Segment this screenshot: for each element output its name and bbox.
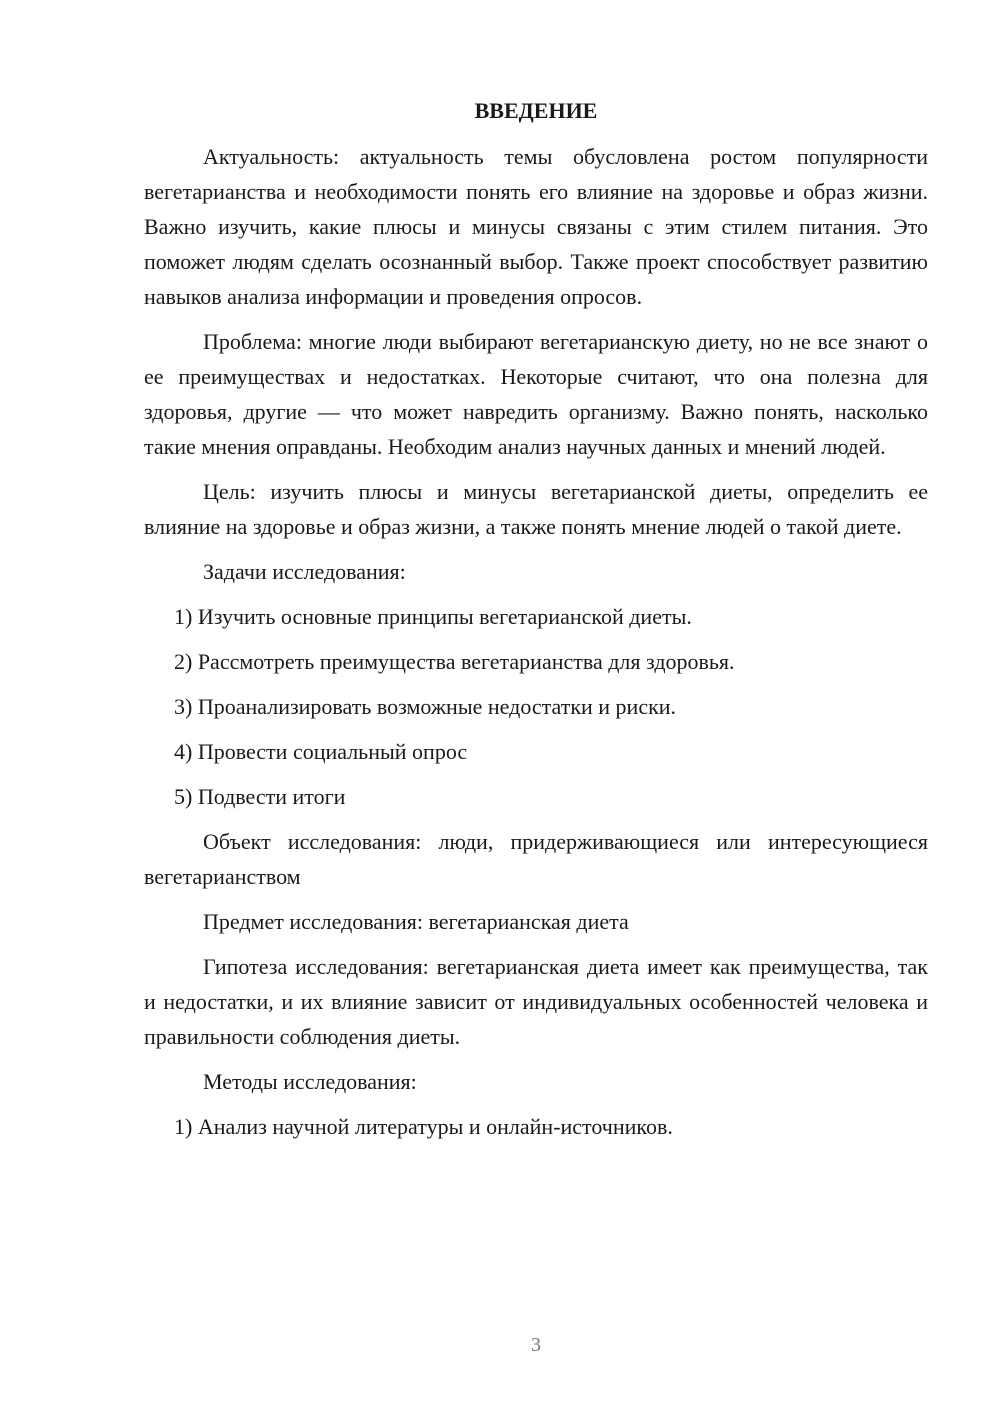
- object-paragraph: Объект исследования: люди, придерживающиеся или интересующиеся вегетарианством: [144, 829, 928, 889]
- methods-heading: Методы исследования:: [203, 1069, 417, 1094]
- task-item: 1) Изучить основные принципы вегетарианской диеты.: [174, 604, 692, 629]
- task-item: 2) Рассмотреть преимущества вегетарианства для здоровья.: [174, 649, 735, 674]
- page-content: [144, 95, 928, 1154]
- page-number: 3: [531, 1334, 541, 1356]
- method-item: 1) Анализ научной литературы и онлайн-источников.: [174, 1114, 673, 1139]
- goal-paragraph: Цель: изучить плюсы и минусы вегетарианской диеты, определить ее влияние на здоровье и образ жизни, а также понять мнение людей о такой диете.: [144, 479, 928, 539]
- problem-paragraph: Проблема: многие люди выбирают вегетарианскую диету, но не все знают о ее преимуществах и недостатках. Некоторые считают, что она полезна для здоровья, другие — что может навредить организму. Важно понять, насколько такие мнения оправданы. Необходим анализ научных данных и мнений людей.: [144, 329, 928, 459]
- hypothesis-paragraph: Гипотеза исследования: вегетарианская диета имеет как преимущества, так и недостатки, и их влияние зависит от индивидуальных особенностей человека и правильности соблюдения диеты.: [144, 954, 928, 1049]
- relevance-paragraph: Актуальность: актуальность темы обусловлена ростом популярности вегетарианства и необходимости понять его влияние на здоровье и образ жизни. Важно изучить, какие плюсы и минусы связаны с этим стилем питания. Это поможет людям сделать осознанный выбор. Также проект способствует развитию навыков анализа информации и проведения опросов.: [144, 144, 928, 309]
- task-item: 3) Проанализировать возможные недостатки и риски.: [174, 694, 677, 719]
- section-heading: ВВЕДЕНИЕ: [474, 98, 598, 123]
- tasks-heading: Задачи исследования:: [203, 559, 406, 584]
- subject-paragraph: Предмет исследования: вегетарианская диета: [203, 909, 629, 934]
- task-item: 4) Провести социальный опрос: [174, 739, 468, 764]
- task-item: 5) Подвести итоги: [174, 784, 346, 809]
